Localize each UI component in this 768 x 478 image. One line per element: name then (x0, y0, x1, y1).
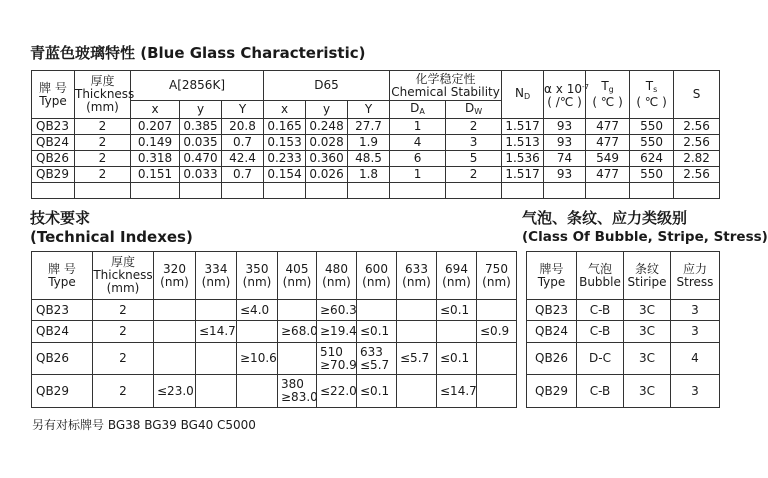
value-cell: 1.517 (502, 167, 544, 183)
value-cell: 2 (75, 135, 131, 151)
table-row (32, 343, 517, 375)
value-cell: 477 (586, 167, 630, 183)
value-cell: 0.153 (264, 135, 306, 151)
value-cell: 1.536 (502, 151, 544, 167)
empty-row (32, 183, 720, 199)
value-cell: 0.385 (180, 119, 222, 135)
value-cell: 5 (446, 151, 502, 167)
header-d65: D65 (264, 71, 390, 101)
empty-cell (32, 183, 75, 199)
value-cell: 2.56 (674, 119, 720, 135)
table-row (32, 135, 720, 151)
value-cell: 3 (446, 135, 502, 151)
value-cell: 0.7 (222, 167, 264, 183)
spec-cell (477, 300, 517, 321)
header-d65-y: y (306, 101, 348, 119)
value-cell: 0.360 (306, 151, 348, 167)
value-cell: 2 (446, 167, 502, 183)
header-a-Y: Y (222, 101, 264, 119)
header-s: S (674, 71, 720, 119)
thickness-cell: 2 (93, 343, 154, 375)
type-cell: QB26 (32, 151, 75, 167)
class-cell: 3 (671, 321, 720, 343)
value-cell: 2.56 (674, 135, 720, 151)
header-chemical-stability: 化学稳定性 Chemical Stability (391, 71, 500, 99)
value-cell: 0.026 (306, 167, 348, 183)
header-a-x: x (131, 101, 180, 119)
value-cell: 0.7 (222, 135, 264, 151)
spec-cell: ≥60.3 (317, 300, 357, 321)
spec-cell (278, 300, 317, 321)
type-cell: QB24 (527, 321, 577, 343)
spec-cell (397, 300, 437, 321)
value-cell: 477 (586, 119, 630, 135)
value-cell: 550 (630, 167, 674, 183)
spec-cell: ≤0.1 (437, 300, 477, 321)
value-cell: 0.248 (306, 119, 348, 135)
tech-header-wavelength: 694 (nm) (437, 252, 477, 300)
table-row (527, 343, 720, 375)
value-cell: 0.035 (180, 135, 222, 151)
header-type: 牌 号 Type (32, 71, 75, 119)
value-cell: 4 (390, 135, 446, 151)
header-ts: $T_s$ ( ℃ ) (630, 71, 674, 119)
value-cell: 0.470 (180, 151, 222, 167)
bubble-table (526, 251, 720, 408)
spec-cell: 633 ≤5.7 (357, 343, 397, 375)
header-dw: $D_W$ (446, 101, 502, 119)
spec-cell (237, 375, 278, 408)
value-cell: 624 (630, 151, 674, 167)
spec-cell: ≤4.0 (237, 300, 278, 321)
header-da: $D_A$ (390, 101, 446, 119)
tech-header-wavelength: 633 (nm) (397, 252, 437, 300)
value-cell: 0.151 (131, 167, 180, 183)
header-tg: $T_g$ ( ℃ ) (586, 71, 630, 119)
spec-cell (237, 321, 278, 343)
table-row (32, 119, 720, 135)
type-cell: QB24 (32, 135, 75, 151)
value-cell: 0.033 (180, 167, 222, 183)
class-cell: C-B (577, 321, 624, 343)
value-cell: 0.233 (264, 151, 306, 167)
type-cell: QB23 (32, 119, 75, 135)
header-d65-x: x (264, 101, 306, 119)
table-row (527, 375, 720, 408)
value-cell: 1 (390, 167, 446, 183)
tech-header-thickness: 厚度 Thickness (mm) (93, 252, 154, 300)
value-cell: 0.149 (131, 135, 180, 151)
value-cell: 1.9 (348, 135, 390, 151)
tech-header-wavelength: 405 (nm) (278, 252, 317, 300)
class-cell: 4 (671, 343, 720, 375)
table-row (32, 300, 517, 321)
class-cell: 3C (624, 321, 671, 343)
class-cell: D-C (577, 343, 624, 375)
value-cell: 93 (544, 135, 586, 151)
empty-cell (180, 183, 222, 199)
spec-cell (196, 300, 237, 321)
header-a-y: y (180, 101, 222, 119)
empty-cell (446, 183, 502, 199)
spec-cell: 380 ≥83.0 (278, 375, 317, 408)
spec-cell: ≥19.4 (317, 321, 357, 343)
spec-cell (397, 321, 437, 343)
spec-cell (477, 343, 517, 375)
spec-cell (154, 343, 196, 375)
value-cell: 2.82 (674, 151, 720, 167)
technical-title: 技术要求 (Technical Indexes) (30, 209, 193, 246)
empty-cell (586, 183, 630, 199)
type-cell: QB29 (32, 375, 93, 408)
value-cell: 93 (544, 119, 586, 135)
empty-cell (264, 183, 306, 199)
spec-cell (196, 375, 237, 408)
spec-cell: 510 ≥70.9 (317, 343, 357, 375)
header-nd: $N_D$ (502, 71, 544, 119)
table-row (527, 300, 720, 321)
type-cell: QB26 (32, 343, 93, 375)
tech-header-wavelength: 600 (nm) (357, 252, 397, 300)
header-a2856k: A[2856K] (131, 71, 264, 101)
value-cell: 0.318 (131, 151, 180, 167)
value-cell: 2 (75, 151, 131, 167)
empty-cell (674, 183, 720, 199)
spec-cell: ≤0.1 (357, 321, 397, 343)
class-cell: 3C (624, 300, 671, 321)
empty-cell (544, 183, 586, 199)
thickness-cell: 2 (93, 300, 154, 321)
type-cell: QB29 (527, 375, 577, 408)
spec-cell: ≤0.1 (437, 343, 477, 375)
empty-cell (131, 183, 180, 199)
tech-header-wavelength: 750 (nm) (477, 252, 517, 300)
table-row (32, 321, 517, 343)
spec-cell: ≤14.7 (437, 375, 477, 408)
empty-cell (222, 183, 264, 199)
tech-header-wavelength: 480 (nm) (317, 252, 357, 300)
bubble-header-bubble: 气泡 Bubble (577, 252, 624, 300)
value-cell: 20.8 (222, 119, 264, 135)
spec-cell: ≤22.0 (317, 375, 357, 408)
spec-cell (196, 343, 237, 375)
value-cell: 0.154 (264, 167, 306, 183)
value-cell: 1.8 (348, 167, 390, 183)
value-cell: 2 (75, 119, 131, 135)
spec-cell (397, 375, 437, 408)
tech-header-wavelength: 320 (nm) (154, 252, 196, 300)
header-d65-Y: Y (348, 101, 390, 119)
type-cell: QB24 (32, 321, 93, 343)
value-cell: 0.165 (264, 119, 306, 135)
spec-cell (154, 321, 196, 343)
value-cell: 477 (586, 135, 630, 151)
class-cell: C-B (577, 300, 624, 321)
value-cell: 550 (630, 135, 674, 151)
value-cell: 2.56 (674, 167, 720, 183)
empty-cell (75, 183, 131, 199)
value-cell: 0.207 (131, 119, 180, 135)
type-cell: QB26 (527, 343, 577, 375)
class-cell: 3C (624, 375, 671, 408)
spec-cell: ≥10.6 (237, 343, 278, 375)
empty-cell (390, 183, 446, 199)
value-cell: 1.513 (502, 135, 544, 151)
empty-cell (630, 183, 674, 199)
value-cell: 549 (586, 151, 630, 167)
spec-cell (154, 300, 196, 321)
header-alpha: α x $10^{-7}$ ( /℃ ) (544, 71, 586, 119)
class-cell: 3 (671, 375, 720, 408)
empty-cell (348, 183, 390, 199)
tech-header-type: 牌 号 Type (32, 252, 93, 300)
spec-cell: ≤0.9 (477, 321, 517, 343)
spec-cell: ≤23.0 (154, 375, 196, 408)
bubble-header-stress: 应力 Stress (671, 252, 720, 300)
class-cell: 3 (671, 300, 720, 321)
class-cell: 3C (624, 343, 671, 375)
spec-cell: ≥68.0 (278, 321, 317, 343)
bubble-title: 气泡、条纹、应力类级别 (Class Of Bubble, Stripe, Stress) (522, 209, 768, 245)
value-cell: 93 (544, 167, 586, 183)
spec-cell: ≤14.7 (196, 321, 237, 343)
spec-cell: ≤5.7 (397, 343, 437, 375)
class-cell: C-B (577, 375, 624, 408)
type-cell: QB23 (527, 300, 577, 321)
value-cell: 550 (630, 119, 674, 135)
blue-glass-table (31, 70, 720, 199)
value-cell: 42.4 (222, 151, 264, 167)
table-row (32, 375, 517, 408)
table-row (527, 321, 720, 343)
spec-cell (278, 343, 317, 375)
type-cell: QB29 (32, 167, 75, 183)
value-cell: 2 (446, 119, 502, 135)
spec-cell: ≤0.1 (357, 375, 397, 408)
spec-cell (437, 321, 477, 343)
value-cell: 6 (390, 151, 446, 167)
spec-cell (357, 300, 397, 321)
table-row (32, 151, 720, 167)
value-cell: 1.517 (502, 119, 544, 135)
tech-header-wavelength: 334 (nm) (196, 252, 237, 300)
value-cell: 2 (75, 167, 131, 183)
blue-glass-title: 青蓝色玻璃特性 (Blue Glass Characteristic) (30, 44, 366, 62)
spec-cell (477, 375, 517, 408)
empty-cell (502, 183, 544, 199)
header-thickness: 厚度 Thickness (mm) (75, 71, 131, 119)
bubble-header-stripe: 条纹 Stiripe (624, 252, 671, 300)
table-row (32, 167, 720, 183)
tech-header-wavelength: 350 (nm) (237, 252, 278, 300)
technical-table (31, 251, 517, 408)
thickness-cell: 2 (93, 375, 154, 408)
thickness-cell: 2 (93, 321, 154, 343)
value-cell: 48.5 (348, 151, 390, 167)
value-cell: 27.7 (348, 119, 390, 135)
empty-cell (306, 183, 348, 199)
type-cell: QB23 (32, 300, 93, 321)
value-cell: 1 (390, 119, 446, 135)
value-cell: 74 (544, 151, 586, 167)
bubble-header-type: 牌号 Type (527, 252, 577, 300)
footnote: 另有对标牌号 BG38 BG39 BG40 C5000 (32, 418, 256, 432)
value-cell: 0.028 (306, 135, 348, 151)
